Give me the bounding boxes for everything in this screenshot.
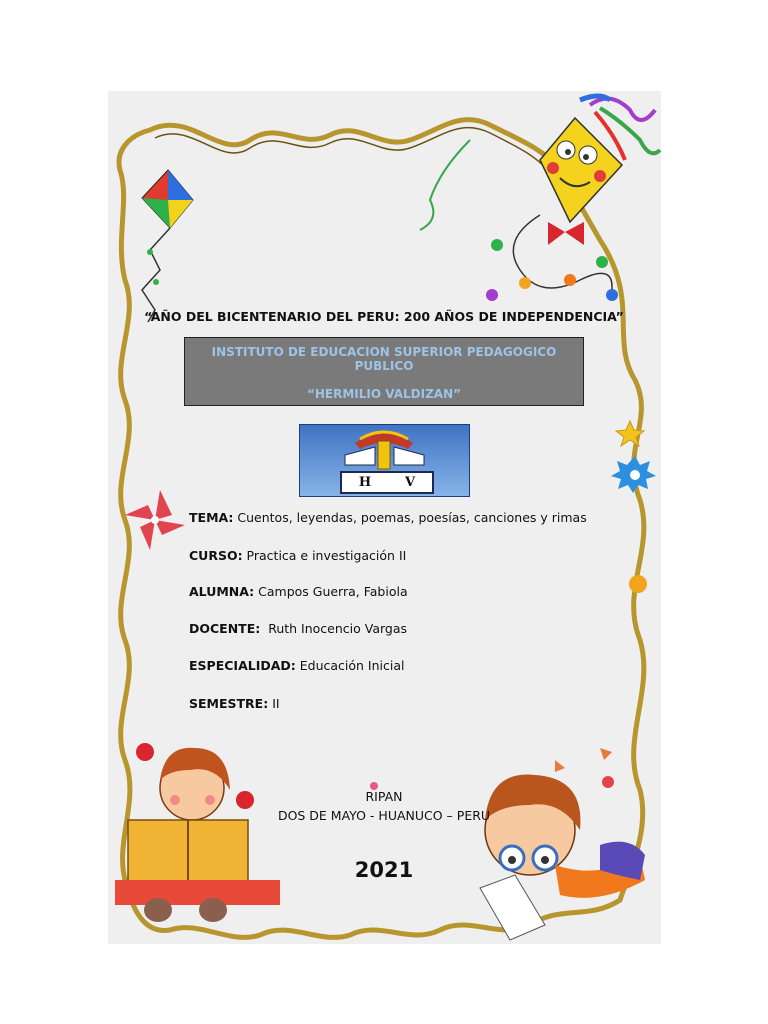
footer-city: RIPAN [365, 789, 403, 804]
field-label: TEMA: [189, 510, 234, 525]
motto-heading: “AÑO DEL BICENTENARIO DEL PERU: 200 AÑOS DE INDEPENDENCIA” [144, 309, 624, 324]
field-tema [189, 510, 587, 525]
field-semestre [189, 696, 280, 711]
logo-letter-v: V [404, 475, 416, 490]
footer-region: DOS DE MAYO - HUANUCO – PERU [277, 808, 491, 823]
logo-letter-h: H [358, 475, 372, 490]
girl-reading-icon [115, 743, 280, 922]
field-value: II [268, 696, 280, 711]
field-label: CURSO: [189, 548, 243, 563]
institution-name: INSTITUTO DE EDUCACION SUPERIOR PEDAGOGICO PUBLICO [211, 345, 557, 373]
institution-banner [184, 337, 584, 406]
torch-emblem-icon [300, 425, 469, 473]
field-value: Cuentos, leyendas, poemas, poesías, canciones y rimas [233, 510, 587, 525]
gold-frame-inner-border [155, 128, 552, 176]
pinwheel-icon [125, 490, 185, 550]
field-value: Educación Inicial [295, 658, 405, 673]
field-value: Campos Guerra, Fabiola [254, 584, 408, 599]
footer-year: 2021 [354, 858, 414, 882]
kite-top-left-icon [142, 170, 193, 322]
institution-short-name: “HERMILIO VALDIZAN” [306, 387, 461, 401]
field-label: ESPECIALIDAD: [189, 658, 296, 673]
field-especialidad [189, 658, 405, 673]
field-docente [189, 621, 407, 636]
field-label: DOCENTE: [189, 621, 261, 636]
kite-character-icon [420, 96, 660, 301]
field-value: Practica e investigación II [242, 548, 407, 563]
field-alumna [189, 584, 408, 599]
field-curso [189, 548, 406, 563]
logo-letters [340, 471, 434, 494]
institution-logo [299, 424, 470, 497]
boy-reading-icon [370, 748, 645, 940]
field-label: ALUMNA: [189, 584, 255, 599]
field-label: SEMESTRE: [189, 696, 269, 711]
field-value: Ruth Inocencio Vargas [260, 621, 408, 636]
